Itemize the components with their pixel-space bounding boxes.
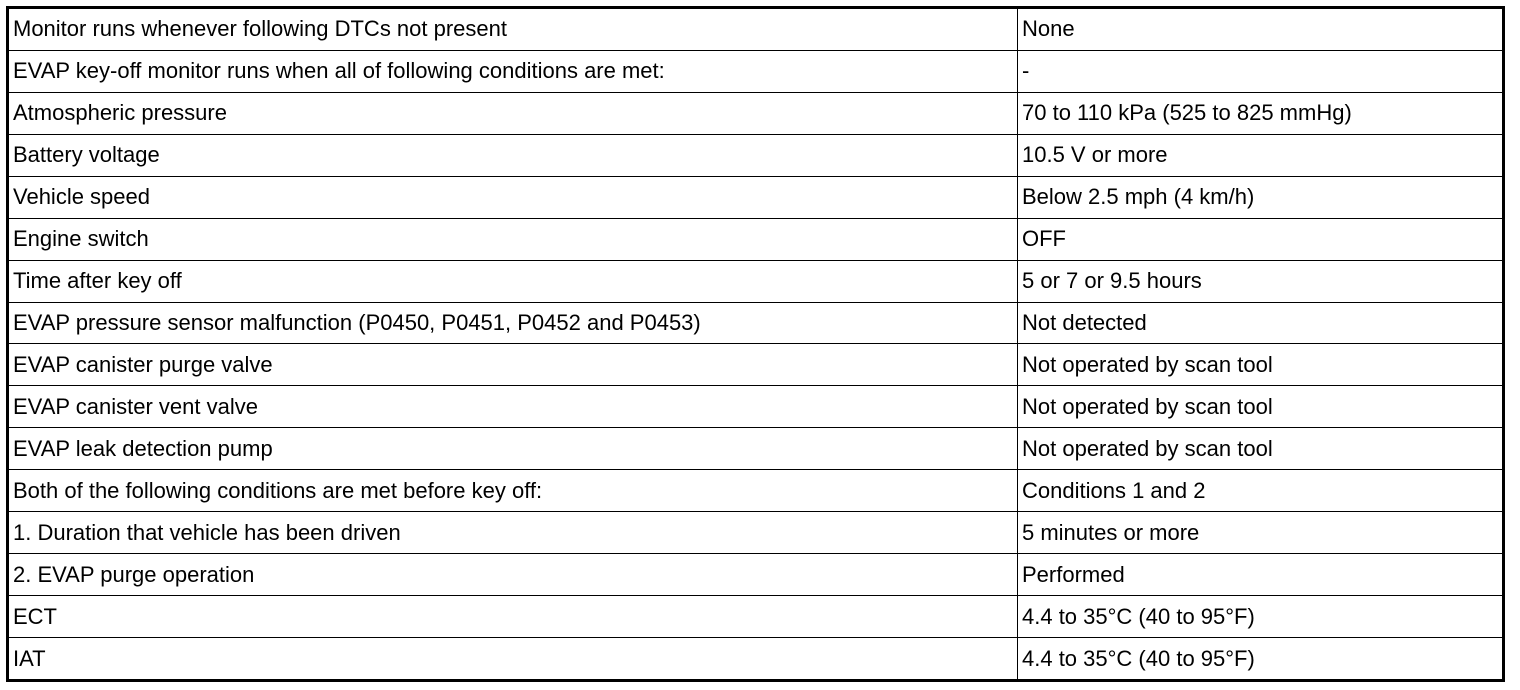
- condition-cell: EVAP leak detection pump: [9, 428, 1018, 470]
- table-row: [9, 302, 1502, 344]
- table-row: [9, 218, 1502, 260]
- table-row: [9, 470, 1502, 512]
- condition-cell: Both of the following conditions are met before key off:: [9, 470, 1018, 512]
- table-row: [9, 512, 1502, 554]
- value-cell: Not operated by scan tool: [1018, 344, 1503, 386]
- condition-cell: EVAP canister vent valve: [9, 386, 1018, 428]
- condition-cell: ECT: [9, 596, 1018, 638]
- value-cell: Below 2.5 mph (4 km/h): [1018, 176, 1503, 218]
- condition-cell: 1. Duration that vehicle has been driven: [9, 512, 1018, 554]
- condition-cell: Vehicle speed: [9, 176, 1018, 218]
- value-cell: OFF: [1018, 218, 1503, 260]
- value-cell: 10.5 V or more: [1018, 134, 1503, 176]
- condition-cell: EVAP pressure sensor malfunction (P0450, P0451, P0452 and P0453): [9, 302, 1018, 344]
- value-cell: Performed: [1018, 554, 1503, 596]
- table-row: [9, 344, 1502, 386]
- value-cell: 5 or 7 or 9.5 hours: [1018, 260, 1503, 302]
- value-cell: Not operated by scan tool: [1018, 386, 1503, 428]
- condition-cell: Engine switch: [9, 218, 1018, 260]
- table-row: [9, 596, 1502, 638]
- condition-cell: Battery voltage: [9, 134, 1018, 176]
- value-cell: Not detected: [1018, 302, 1503, 344]
- table-row: [9, 9, 1502, 50]
- condition-cell: Time after key off: [9, 260, 1018, 302]
- table-row: [9, 134, 1502, 176]
- table-row: [9, 638, 1502, 679]
- condition-cell: EVAP key-off monitor runs when all of following conditions are met:: [9, 50, 1018, 92]
- conditions-table-grid: [9, 9, 1502, 679]
- table-row: [9, 386, 1502, 428]
- value-cell: 4.4 to 35°C (40 to 95°F): [1018, 638, 1503, 679]
- condition-cell: EVAP canister purge valve: [9, 344, 1018, 386]
- table-row: [9, 92, 1502, 134]
- table-row: [9, 428, 1502, 470]
- table-row: [9, 176, 1502, 218]
- condition-cell: Monitor runs whenever following DTCs not present: [9, 9, 1018, 50]
- value-cell: Conditions 1 and 2: [1018, 470, 1503, 512]
- monitor-conditions-table: [6, 6, 1505, 682]
- condition-cell: Atmospheric pressure: [9, 92, 1018, 134]
- value-cell: 4.4 to 35°C (40 to 95°F): [1018, 596, 1503, 638]
- table-row: [9, 50, 1502, 92]
- condition-cell: 2. EVAP purge operation: [9, 554, 1018, 596]
- value-cell: None: [1018, 9, 1503, 50]
- condition-cell: IAT: [9, 638, 1018, 679]
- value-cell: 70 to 110 kPa (525 to 825 mmHg): [1018, 92, 1503, 134]
- value-cell: -: [1018, 50, 1503, 92]
- table-row: [9, 260, 1502, 302]
- table-row: [9, 554, 1502, 596]
- value-cell: 5 minutes or more: [1018, 512, 1503, 554]
- value-cell: Not operated by scan tool: [1018, 428, 1503, 470]
